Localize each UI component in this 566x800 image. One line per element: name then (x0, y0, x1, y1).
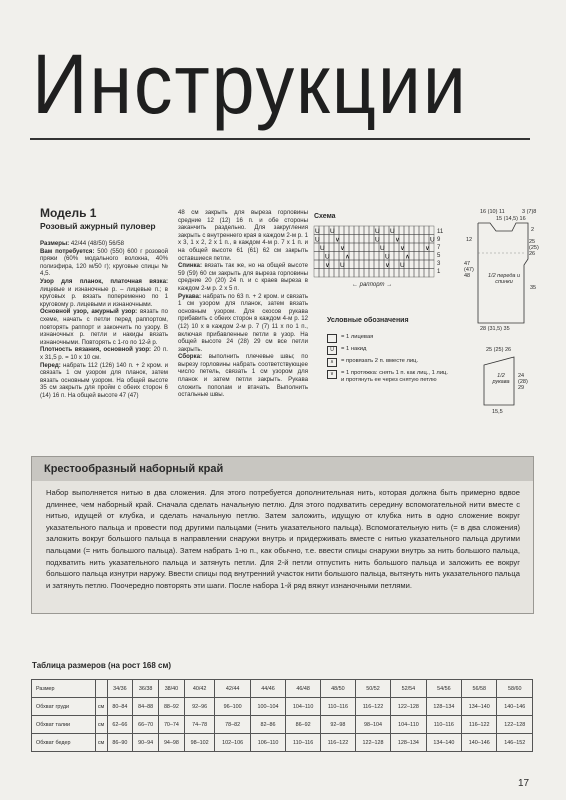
table-cell: 146–152 (497, 734, 533, 752)
chart-row-number: 11 (437, 229, 444, 235)
table-cell: 116–122 (321, 734, 356, 752)
table-cell: 92–96 (184, 698, 215, 716)
chart-cell (359, 260, 364, 269)
chart-cell (409, 226, 414, 235)
chart-cell (314, 252, 319, 261)
chart-cell (414, 252, 419, 261)
chart-cell (324, 235, 329, 244)
paragraph-heading: Сборка: (178, 353, 202, 361)
table-cell: 74–78 (184, 716, 215, 734)
legend-text: = 1 накид (341, 346, 367, 352)
dim-top: 16 (10) 11 (480, 209, 505, 215)
chart-symbol: U (375, 228, 380, 235)
chart-cell (404, 269, 409, 278)
paragraph-text: 500 (550) 600 г розовой пряжи (60% модального волокна, 40% полиэфира, 120 м/50 г); круговые спицы № 4,5. (40, 247, 168, 278)
table-cell: 92–98 (321, 716, 356, 734)
table-row (32, 734, 533, 752)
chart-row-number: 7 (437, 245, 441, 251)
chart-cell (359, 226, 364, 235)
chart-cell (344, 235, 349, 244)
chart-symbol: U (315, 228, 320, 235)
chart-cell (429, 252, 434, 261)
cast-on-title: Крестообразный наборный край (44, 463, 224, 475)
chart-cell (424, 269, 429, 278)
table-cell: 140–146 (497, 698, 533, 716)
chart-cell (414, 235, 419, 244)
paragraph (178, 353, 308, 399)
chart-cell (389, 269, 394, 278)
chart-cell (354, 252, 359, 261)
cast-on-box (31, 456, 534, 614)
table-cell: 46/48 (286, 680, 321, 698)
paragraph (40, 240, 168, 248)
size-table (31, 679, 533, 752)
page-number: 17 (518, 778, 530, 789)
paragraph-text: 20 п. х 31,5 р. = 10 х 10 см. (40, 346, 168, 361)
model-heading: Модель 1 (40, 206, 97, 220)
chart-cell (384, 226, 389, 235)
cast-on-text: Набор выполняется нитью в два сложения. Для этого потребуется дополнительная нить, которая должна быть примерно вдвое длиннее, чем наборный край. Сначала сделать начальную петлю. Для этого подхватить середину вспомогательной нити вместе с нитью, идущей от клубка, и сделать начальную петлю. Затем заложить, идущую от клубка нить в одно сложение вокруг указательного пальца и провести под другими пальцами (=нить указательного пальца). Вспомогательную нить (= в два сложения) заложить вокруг большого пальца в направлении снаружи внутрь и придерживать вместе с нитью указательного пальца другими пальцами (= нить большого пальца). Затем набрать 1-ю п., как обычно, т.е. ввести спицы снаружи внутрь за нить большого пальца, подхватить нить указательного пальца и затянуть петли. Для 2-й петли отпустить нить большого пальца и заложить ее вокруг большого пальца изнутри наружу. Ввести спицы под внутренний участок нити большого пальца, вытянуть нить указательного пальца и затянуть петлю. Поочередно повторять эти шаги. После набора 1-й ряд вяжут изнаночными петлями. (46, 488, 520, 590)
instructions-column-1 (40, 240, 168, 399)
paragraph-text: вязать так же, но на общей высоте 59 (59) 60 см закрыть для выреза горловины средние 20 (20) 24 п. и с краев выреза в каждом 2-м р. 2 х 5 п. (178, 262, 308, 292)
dim-top-right: 3 (7)8 (522, 209, 537, 215)
rapport-label: ← раппорт → (352, 282, 393, 288)
chart-cell (364, 269, 369, 278)
chart-cell (409, 235, 414, 244)
dim-left-2: 47 (47) 48 (464, 261, 474, 279)
paragraph-heading: Рукава: (178, 292, 201, 300)
legend-symbol: ∨ (327, 370, 337, 379)
table-cell: 116–122 (462, 716, 497, 734)
table-cell: 54/56 (426, 680, 461, 698)
chart-symbol: U (385, 253, 390, 261)
legend-symbol (327, 334, 337, 343)
chart-symbol: U (390, 228, 395, 235)
chart-cell (319, 260, 324, 269)
chart-cell (374, 269, 379, 278)
table-cell: 82–86 (250, 716, 285, 734)
chart-symbol: ∨ (385, 262, 390, 269)
chart-row-number: 9 (437, 237, 441, 243)
chart-cell (424, 252, 429, 261)
chart-cell (334, 260, 339, 269)
table-cell: 38/40 (159, 680, 185, 698)
table-row (32, 716, 533, 734)
chart-symbol: ∧ (345, 253, 350, 261)
chart-cell (349, 226, 354, 235)
chart-cell (374, 243, 379, 252)
table-cell: 78–82 (215, 716, 250, 734)
paragraph (40, 308, 168, 346)
paragraph (40, 346, 168, 361)
table-cell: 98–102 (184, 734, 215, 752)
chart-cell (429, 260, 434, 269)
chart-cell (369, 235, 374, 244)
dim-mid: 15 (14,5) 16 (496, 216, 526, 222)
chart-cell (419, 260, 424, 269)
table-cell: 110–116 (321, 698, 356, 716)
chart-cell (424, 235, 429, 244)
sleeve-dim-right: 24 (28) 29 (518, 373, 528, 391)
paragraph-heading: Перед: (40, 361, 61, 369)
table-cell: 42/44 (215, 680, 250, 698)
chart-cell (329, 235, 334, 244)
chart-cell (374, 252, 379, 261)
chart-cell (364, 260, 369, 269)
chart-cell (399, 226, 404, 235)
table-cell: 104–110 (391, 716, 426, 734)
paragraph-text: набрать по 63 п. + 2 кром. и связать 1 см узором для планок, затем вязать основным узором. Для скосов рукава прибавить с обеих сторон в каждом 4-м р. 12 (12) 10 х в каждом 2-м р. 7 (7) 11 х по 1 п., включая прибавленные петли в узор. На общей высоте 24 (28) 29 см все петли закрыть. (178, 292, 308, 353)
table-cell (95, 680, 107, 698)
table-cell: 134–140 (462, 698, 497, 716)
chart-cell (414, 260, 419, 269)
legend (327, 334, 452, 387)
table-cell: см (95, 698, 107, 716)
chart-cell (384, 235, 389, 244)
rapport-text: раппорт (359, 282, 385, 288)
chart-row-number: 1 (437, 269, 441, 275)
chart-cell (324, 243, 329, 252)
chart-cell (394, 260, 399, 269)
instructions-column-2 (178, 209, 308, 399)
chart-cell (369, 226, 374, 235)
chart-cell (409, 269, 414, 278)
chart-cell (394, 252, 399, 261)
table-cell: 128–134 (426, 698, 461, 716)
chart-symbol: ∨ (425, 245, 430, 252)
table-cell: 34/36 (107, 680, 133, 698)
size-table-title: Таблица размеров (на рост 168 см) (32, 661, 172, 670)
table-cell: 106–110 (250, 734, 285, 752)
table-cell: 104–110 (286, 698, 321, 716)
chart-cell (354, 235, 359, 244)
chart-cell (364, 235, 369, 244)
legend-item (327, 370, 452, 384)
chart-cell (359, 243, 364, 252)
table-cell: 58/60 (497, 680, 533, 698)
chart-cell (364, 252, 369, 261)
page-title: Инструкции (32, 37, 468, 131)
chart-cell (314, 260, 319, 269)
chart-cell (419, 252, 424, 261)
table-cell: 50/52 (355, 680, 390, 698)
body-label: 1/2 переда и спинки (488, 273, 521, 285)
paragraph (40, 248, 168, 278)
chart-cell (314, 243, 319, 252)
paragraph-text: вязать по схеме, начать с петли перед раппортом, повторять раппорт и закончить по узору. В изнаночных р. петли и накиды вязать изнаночными. Повторять с 1-го по 12-й р. (40, 308, 168, 346)
table-cell: Обхват бедер (32, 734, 96, 752)
table-cell: 110–116 (286, 734, 321, 752)
legend-symbol: ∧ (327, 358, 337, 367)
chart-symbol: U (315, 236, 320, 244)
chart-cell (374, 260, 379, 269)
chart-cell (364, 226, 369, 235)
chart-cell (329, 252, 334, 261)
chart-cell (329, 269, 334, 278)
table-cell: 62–66 (107, 716, 133, 734)
chart-cell (349, 243, 354, 252)
paragraph (178, 209, 308, 262)
chart-cell (354, 243, 359, 252)
table-cell: см (95, 734, 107, 752)
table-cell: 122–128 (391, 698, 426, 716)
table-cell: 110–116 (426, 716, 461, 734)
chart-symbol: ∨ (325, 262, 330, 269)
table-cell: 96–100 (215, 698, 250, 716)
table-cell: 70–74 (159, 716, 185, 734)
chart-cell (354, 269, 359, 278)
chart-cell (379, 235, 384, 244)
chart-symbol: U (330, 228, 335, 235)
pattern-schematic (450, 205, 542, 425)
chart-symbol: ∧ (405, 253, 410, 261)
chart-cell (414, 226, 419, 235)
chart-cell (319, 235, 324, 244)
dim-left-1: 12 (466, 237, 473, 243)
chart-cell (384, 269, 389, 278)
chart-cell (389, 252, 394, 261)
paragraph-text: 42/44 (48/50) 56/58 (69, 240, 125, 247)
table-cell: 66–70 (133, 716, 159, 734)
chart-symbol: U (320, 245, 325, 252)
chart-cell (334, 226, 339, 235)
chart-cell (429, 269, 434, 278)
chart-cell (369, 260, 374, 269)
chart-cell (414, 243, 419, 252)
paragraph-text: лицевые и изнаночные р. – лицевые п.; в круговых р. вязать попеременно по 1 круговому р. лицевыми и изнаночными. (40, 285, 168, 308)
chart-cell (324, 226, 329, 235)
paragraph-text: 48 см закрыть для выреза горловины средние 12 (12) 16 п. и обе стороны заканчить раздельно. Для закругления закрыть с внутреннего края в каждом 2-м р. 1 х 3, 1 х 2, 2 х 1 п., в каждом 4-м р. 7 х 1 п. и на общей высоте 61 (61) 62 см закрыть оставшиеся петли. (178, 209, 308, 262)
chart-cell (319, 252, 324, 261)
chart-cell (389, 243, 394, 252)
chart-cell (319, 226, 324, 235)
chart-symbol: U (430, 236, 435, 244)
table-cell: 140–146 (462, 734, 497, 752)
chart-symbol: U (400, 262, 405, 269)
table-cell: 36/38 (133, 680, 159, 698)
chart-cell (344, 269, 349, 278)
paragraph-heading: Размеры: (40, 240, 70, 247)
chart-cell (419, 235, 424, 244)
chart-symbol: U (340, 262, 345, 269)
chart-cell (344, 260, 349, 269)
paragraph-heading: Спинка: (178, 262, 202, 270)
sleeve-dim-bottom: 15,5 (492, 409, 503, 415)
chart-symbol: ∨ (335, 236, 340, 244)
chart-cell (379, 252, 384, 261)
chart-cell (334, 269, 339, 278)
chart-cell (379, 269, 384, 278)
chart-cell (404, 260, 409, 269)
chart-cell (369, 269, 374, 278)
chart-symbol: U (380, 245, 385, 252)
table-cell: см (95, 716, 107, 734)
chart-cell (329, 243, 334, 252)
chart-cell (344, 226, 349, 235)
chart-cell (379, 226, 384, 235)
chart-cell (379, 260, 384, 269)
chart-cell (384, 243, 389, 252)
chart-cell (389, 235, 394, 244)
dim-right-3: 35 (530, 285, 537, 291)
table-cell: 86–92 (286, 716, 321, 734)
dim-right-1: 2 (531, 227, 535, 233)
chart-cell (324, 269, 329, 278)
chart-cell (339, 226, 344, 235)
legend-text: = провязать 2 п. вместе лиц. (341, 358, 419, 364)
cast-on-box-header (32, 457, 533, 481)
chart-cell (364, 243, 369, 252)
legend-title: Условные обозначения (327, 317, 409, 324)
chart-cell (369, 243, 374, 252)
chart-row-numbers (437, 228, 443, 276)
chart-cell (339, 269, 344, 278)
table-cell: 128–134 (391, 734, 426, 752)
table-cell: 94–98 (159, 734, 185, 752)
table-cell: 80–84 (107, 698, 133, 716)
schema-title: Схема (314, 213, 336, 220)
chart-cell (399, 269, 404, 278)
legend-symbol: U (327, 346, 337, 355)
paragraph (40, 362, 168, 400)
chart-cell (404, 226, 409, 235)
table-cell: 122–128 (355, 734, 390, 752)
knitting-chart (314, 226, 434, 280)
chart-cell (424, 226, 429, 235)
paragraph (178, 262, 308, 292)
chart-cell (394, 226, 399, 235)
table-header-row (32, 680, 533, 698)
table-cell: Размер (32, 680, 96, 698)
table-cell: 40/42 (184, 680, 215, 698)
chart-cell (419, 226, 424, 235)
chart-cell (409, 260, 414, 269)
chart-symbol: ∨ (340, 245, 345, 252)
table-cell: 102–106 (215, 734, 250, 752)
legend-text: = 1 протяжка: снять 1 п. как лиц., 1 лиц. и протянуть ее через снятую петлю (341, 370, 448, 383)
paragraph-text: набрать 112 (126) 140 п. + 2 кром. и связать 1 см узором для планок, затем вязать основным узором. На общей высоте 35 см закрыть для пройм с обеих сторон 6 (14) 16 п. На общей высоте 47 (47) (40, 361, 168, 399)
table-cell: Обхват талии (32, 716, 96, 734)
dim-right-2: 25 (25) 26 (529, 239, 539, 257)
legend-item (327, 346, 452, 355)
chart-cell (354, 260, 359, 269)
chart-cell (419, 243, 424, 252)
chart-row-number: 3 (437, 261, 441, 267)
table-cell: 98–104 (355, 716, 390, 734)
paragraph (178, 293, 308, 354)
dim-bottom: 28 (31,5) 35 (480, 326, 510, 332)
legend-item (327, 358, 452, 367)
chart-cell (319, 269, 324, 278)
table-cell: 88–92 (159, 698, 185, 716)
paragraph-heading: Плотность вязания, основной узор: (40, 346, 152, 354)
model-subtitle: Розовый ажурный пуловер (40, 221, 156, 231)
table-cell: 86–90 (107, 734, 133, 752)
table-cell: 44/46 (250, 680, 285, 698)
chart-symbol: ∨ (400, 245, 405, 252)
chart-cell (369, 252, 374, 261)
chart-cell (419, 269, 424, 278)
paragraph-heading: Основной узор, ажурный узор: (40, 308, 138, 316)
table-cell: 56/58 (462, 680, 497, 698)
chart-cell (429, 226, 434, 235)
table-cell: 122–128 (497, 716, 533, 734)
title-rule (30, 138, 530, 140)
chart-cell (394, 269, 399, 278)
table-cell: 84–88 (133, 698, 159, 716)
chart-symbol: ∨ (395, 236, 400, 244)
chart-row-number: 5 (437, 253, 441, 259)
chart-cell (359, 269, 364, 278)
chart-cell (399, 252, 404, 261)
legend-item (327, 334, 452, 343)
paragraph-heading: Вам потребуется: (40, 247, 95, 255)
chart-cell (409, 243, 414, 252)
chart-cell (349, 269, 354, 278)
chart-cell (334, 243, 339, 252)
chart-cell (404, 235, 409, 244)
table-cell: 100–104 (250, 698, 285, 716)
sleeve-label: 1/2 рукава (492, 373, 510, 385)
table-cell: 48/50 (321, 680, 356, 698)
chart-symbol: U (375, 236, 380, 244)
chart-cell (354, 226, 359, 235)
table-cell: 134–140 (426, 734, 461, 752)
chart-cell (334, 252, 339, 261)
table-cell: 116–122 (355, 698, 390, 716)
sleeve-dim-top: 25 (25) 26 (486, 347, 512, 353)
paragraph-heading: Узор для планок, платочная вязка: (40, 277, 168, 285)
chart-cell (359, 235, 364, 244)
table-row (32, 698, 533, 716)
chart-cell (414, 269, 419, 278)
table-cell: 90–94 (133, 734, 159, 752)
chart-cell (394, 243, 399, 252)
schematic-drawing (450, 205, 542, 425)
legend-text: = 1 лицевая (341, 334, 374, 340)
chart-cell (339, 252, 344, 261)
chart-cell (349, 260, 354, 269)
table-cell: Обхват груди (32, 698, 96, 716)
chart-cell (424, 260, 429, 269)
chart-cell (349, 235, 354, 244)
table-cell: 52/54 (391, 680, 426, 698)
chart-cell (359, 252, 364, 261)
chart-cell (314, 269, 319, 278)
paragraph (40, 278, 168, 308)
chart-symbol: U (325, 253, 330, 261)
paragraph-text: выполнить плечевые швы; по вырезу горловины набрать соответствующее число петель, связать 1 см узором для планок и затем петли закрыть. Рукава сложить пополам и втачать. Выполнить остальные швы. (178, 353, 308, 399)
